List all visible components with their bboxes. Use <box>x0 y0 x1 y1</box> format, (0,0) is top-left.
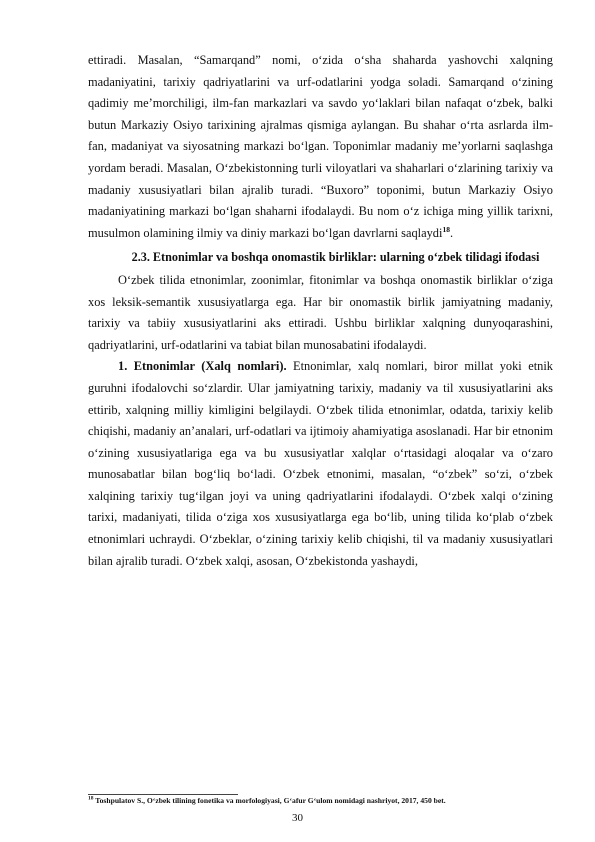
paragraph-end: . <box>449 225 454 240</box>
footnote-reference[interactable]: 18 <box>442 224 450 234</box>
footnote <box>88 796 553 806</box>
footnote-divider <box>88 794 238 795</box>
paragraph-lead: 1. Etnonimlar (Xalq nomlari). <box>118 359 287 374</box>
paragraph-toponyms <box>88 50 553 244</box>
page-body <box>88 50 553 572</box>
paragraph-text: ettiradi. Masalan, “Samarqand” nomi, o‘zida o‘sha shaharda yashovchi xalqning madaniyatini, tarixiy qadriyatlarini va urf-odatlarini yodga soladi. Samarqand o‘zining qadimiy me’morchiligi, ilm-fan markazlari va savdo yo‘laklari bilan nafaqat o‘zbek, balki butun Markaziy Osiyo tarixining ajralmas qismiga aylangan. Bu shahar o‘rta asrlarda ilm-fan, madaniyat va siyosatning markazi bo‘lgan. Toponimlar madaniy me’yorlarni saqlashga yordam beradi. Masalan, O‘zbekistonning turli viloyatlari va shaharlari o‘zlarining tarixiy va madaniy xususiyatlari bilan ajralib turadi. “Buxoro” toponimi, butun Markaziy Osiyo madaniyatining markazi bo‘lgan shaharni ifodalaydi. Bu nom o‘z ichiga ming yillik tarixni, musulmon olamining ilmiy va diniy markazi bo‘lgan davrlarni saqlaydi <box>88 53 553 240</box>
footnote-text: Toshpulatov S., O‘zbek tilining fonetika va morfologiyasi, G‘afur G‘ulom nomidagi nashriyot, 2017, 450 bet. <box>93 796 446 805</box>
paragraph-onomastic-units: O‘zbek tilida etnonimlar, zoonimlar, fitonimlar va boshqa onomastik birliklar o‘ziga xos leksik-semantik xususiyatlarga ega. Har bir onomastik birlik jamiyatning madaniy, tarixiy va tabiiy xususiyatlarini aks ettiradi. Ushbu birliklar xalqning dunyoqarashini, qadriyatlarini, urf-odatlarini va tabiat bilan munosabatini ifodalaydi. <box>88 272 553 352</box>
section-heading: 2.3. Etnonimlar va boshqa onomastik birliklar: ularning o‘zbek tilidagi ifodasi <box>131 250 540 265</box>
footnote-number: 18 <box>88 795 94 802</box>
paragraph-ethnonyms <box>88 356 553 572</box>
page-number: 30 <box>292 812 303 824</box>
paragraph-text: Etnonimlar, xalq nomlari, biror millat yoki etnik guruhni ifodalovchi so‘zlardir. Ular jamiyatning tarixiy, madaniy va til xususiyatlarini aks ettirib, xalqning milliy kimligini belgilaydi. O‘zbek tilida etnonimlar, odatda, tarixiy kelib chiqishi, madaniy an’analari, urf-odatlari va ijtimoiy ahamiyatiga asoslanadi. Har bir etnonim o‘zining xususiyatlariga ega va bu xususiyatlar xalqlar o‘rtasidagi aloqalar va o‘zaro munosabatlar bilan bog‘liq bo‘ladi. O‘zbek etnonimi, masalan, “o‘zbek” so‘zi, o‘zbek xalqining tarixiy tug‘ilgan joyi va uning qadriyatlarini ifodalaydi. O‘zbek xalqi o‘zining tarixi, madaniyati, tilida o‘ziga xos xususiyatlarga ega bo‘lib, uning tilida ko‘plab o‘zbek etnonimlari uchraydi. O‘zbeklar, o‘zining tarixiy kelib chiqishi, til va madaniy xususiyatlari bilan ajralib turadi. O‘zbek xalqi, asosan, O‘zbekistonda yashaydi, <box>88 359 553 568</box>
